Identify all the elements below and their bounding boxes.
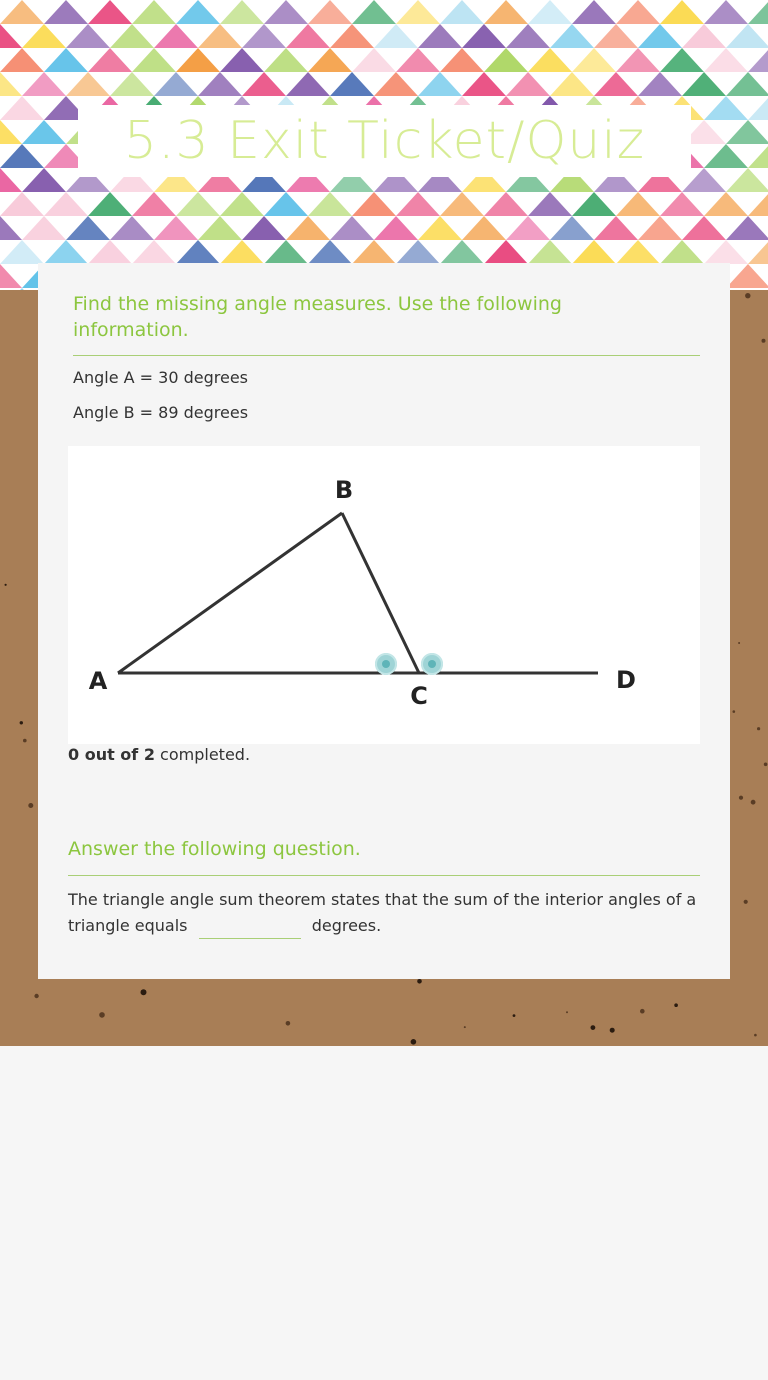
triangle-tile [572,0,616,24]
triangle-tile [110,72,154,96]
speck [754,1034,757,1037]
progress-status [68,745,250,764]
triangle-tile [550,24,594,48]
triangle-tile [352,0,396,24]
triangle-tile [0,120,22,144]
triangle-tile [242,24,286,48]
triangle-tile [528,192,572,216]
label-a: A [88,667,108,695]
label-d: D [616,666,636,694]
triangle-tile [440,0,484,24]
triangle-tile [484,240,528,264]
triangle-tile [176,192,220,216]
triangle-tile [308,48,352,72]
triangle-tile [0,192,44,216]
page-title: 5.3 Exit Ticket/Quiz [123,111,646,171]
triangle-tile [0,48,44,72]
triangle-tile [506,72,550,96]
triangle-tile [572,240,616,264]
section2-divider [68,875,700,876]
triangle-tile [308,240,352,264]
triangle-tile [154,24,198,48]
triangle-tile [440,240,484,264]
triangle-tile [0,216,22,240]
triangle-tile [528,48,572,72]
speck [513,1014,516,1017]
speck [591,1025,596,1030]
triangle-tile [506,24,550,48]
fact-angle-a: Angle A = 30 degrees [73,368,248,387]
triangle-tile [22,168,66,192]
triangle-tile [286,24,330,48]
triangle-tile [0,240,44,264]
triangle-tile [594,72,638,96]
triangle-tile [616,192,660,216]
triangle-tile [396,240,440,264]
triangle-tile [132,0,176,24]
triangle-tile [726,72,768,96]
label-c: C [410,682,428,710]
speck [411,1039,417,1045]
triangle-tile [88,0,132,24]
progress-count: 0 out of 2 [68,745,155,764]
triangle-tile [154,72,198,96]
side-ab [118,513,342,673]
triangle-tile [44,48,88,72]
triangle-tile [22,24,66,48]
triangle-tile [660,192,704,216]
triangle-tile [462,72,506,96]
speck [751,800,756,805]
speck [28,803,33,808]
triangle-tile [352,240,396,264]
triangle-tile [594,24,638,48]
triangle-tile [0,72,22,96]
triangle-tile [132,48,176,72]
triangle-diagram [68,446,700,744]
triangle-tile [286,216,330,240]
triangle-tile [198,24,242,48]
speck [745,293,750,298]
triangle-tile [264,0,308,24]
section1-divider [73,355,700,356]
triangle-tile [88,192,132,216]
triangle-tile [66,24,110,48]
triangle-tile [330,72,374,96]
triangle-tile [572,192,616,216]
progress-suffix: completed. [154,745,251,764]
triangle-tile [726,120,768,144]
speck [674,1003,678,1007]
triangle-tile [0,96,44,120]
fact-angle-b: Angle B = 89 degrees [73,403,249,422]
speck [733,710,736,713]
triangle-tile [396,0,440,24]
question-text [68,887,704,939]
triangle-tile [264,192,308,216]
speck [764,763,768,767]
triangle-tile [132,192,176,216]
triangle-tile [44,240,88,264]
triangle-tile [484,0,528,24]
triangle-tile [748,0,768,24]
triangle-tile [264,240,308,264]
section2-heading: Answer the following question. [68,838,361,860]
triangle-tile [726,24,768,48]
triangle-tile [0,264,22,288]
triangle-tile [374,72,418,96]
triangle-tile [110,216,154,240]
triangle-tile [0,0,44,24]
triangle-tile [330,24,374,48]
triangle-tile [616,48,660,72]
triangle-tile [704,144,748,168]
triangle-tile [132,240,176,264]
triangle-tile [396,48,440,72]
triangle-tile [748,144,768,168]
speck [610,1028,615,1033]
header-banner [0,0,768,290]
triangle-tile [748,192,768,216]
triangle-tile [286,72,330,96]
triangle-tile [242,72,286,96]
angle-hotspot-interior-c[interactable] [375,653,397,675]
speck [23,739,27,743]
triangle-tile [22,216,66,240]
triangle-tile [572,48,616,72]
side-bc [342,513,419,673]
triangle-tile [88,240,132,264]
triangle-tile [682,216,726,240]
triangle-tile [682,24,726,48]
speck [640,1009,645,1014]
triangle-tile [308,0,352,24]
triangle-tile [374,24,418,48]
triangle-tile [726,216,768,240]
triangle-drawing [68,446,700,744]
triangle-tile [704,48,748,72]
triangle-tile [88,48,132,72]
triangle-tile [22,120,66,144]
speck [286,1021,291,1026]
worksheet-card [38,263,730,979]
label-b: B [334,476,354,504]
triangle-tile [726,264,768,288]
triangle-tile [0,144,44,168]
triangle-tile [154,216,198,240]
speck [744,900,748,904]
triangle-tile [528,0,572,24]
speck [141,989,147,995]
triangle-tile [660,240,704,264]
triangle-tile [704,240,748,264]
speck [34,994,38,998]
triangle-tile [198,72,242,96]
triangle-tile [616,240,660,264]
triangle-tile [506,216,550,240]
triangle-tile [330,216,374,240]
triangle-tile [44,192,88,216]
angle-hotspot-exterior-c[interactable] [421,653,443,675]
triangle-tile [748,240,768,264]
triangle-tile [528,240,572,264]
triangle-tile [110,24,154,48]
triangle-tile [176,48,220,72]
triangle-tile [66,72,110,96]
triangle-tile [616,0,660,24]
triangle-tile [374,216,418,240]
triangle-tile [396,192,440,216]
triangle-tile [440,192,484,216]
triangle-tile [418,216,462,240]
triangle-tile [0,24,22,48]
triangle-tile [352,48,396,72]
triangle-tile [462,216,506,240]
question-after: degrees. [311,916,382,935]
triangle-tile [0,168,22,192]
triangle-tile [682,72,726,96]
title-box [78,105,691,177]
triangle-tile [704,192,748,216]
question-before: The triangle angle sum theorem states that the sum of the interior angles of a triangle equals [68,890,697,935]
triangle-tile [220,192,264,216]
speck [20,721,23,724]
triangle-tile [594,216,638,240]
triangle-tile [176,240,220,264]
speck [464,1026,466,1028]
triangle-tile [418,24,462,48]
triangle-tile [550,72,594,96]
triangle-tile [176,0,220,24]
triangle-tile [462,24,506,48]
speck [99,1012,105,1018]
triangle-tile [220,240,264,264]
triangle-tile [660,48,704,72]
section1-heading: Find the missing angle measures. Use the following information. [73,293,562,341]
triangle-tile [660,0,704,24]
triangle-tile [66,216,110,240]
speck [762,339,766,343]
triangle-tile [638,24,682,48]
triangle-tile [440,48,484,72]
triangle-tile [352,192,396,216]
triangle-tile [550,216,594,240]
triangle-tile [704,96,748,120]
triangle-tile [748,96,768,120]
triangle-tile [198,216,242,240]
triangle-tile [748,48,768,72]
triangle-tile [638,216,682,240]
triangle-tile [22,72,66,96]
triangle-tile [484,48,528,72]
triangle-tile [726,168,768,192]
triangle-tile [220,48,264,72]
answer-input[interactable] [199,914,301,939]
triangle-tile [220,0,264,24]
triangle-tile [704,0,748,24]
speck [757,727,760,730]
triangle-tile [44,0,88,24]
triangle-tile [418,72,462,96]
speck [417,979,422,984]
speck [5,584,7,586]
speck [566,1011,568,1013]
triangle-tile [242,216,286,240]
speck [738,642,740,644]
speck [739,796,743,800]
triangle-tile [638,72,682,96]
triangle-tile [264,48,308,72]
triangle-tile [484,192,528,216]
triangle-tile [308,192,352,216]
